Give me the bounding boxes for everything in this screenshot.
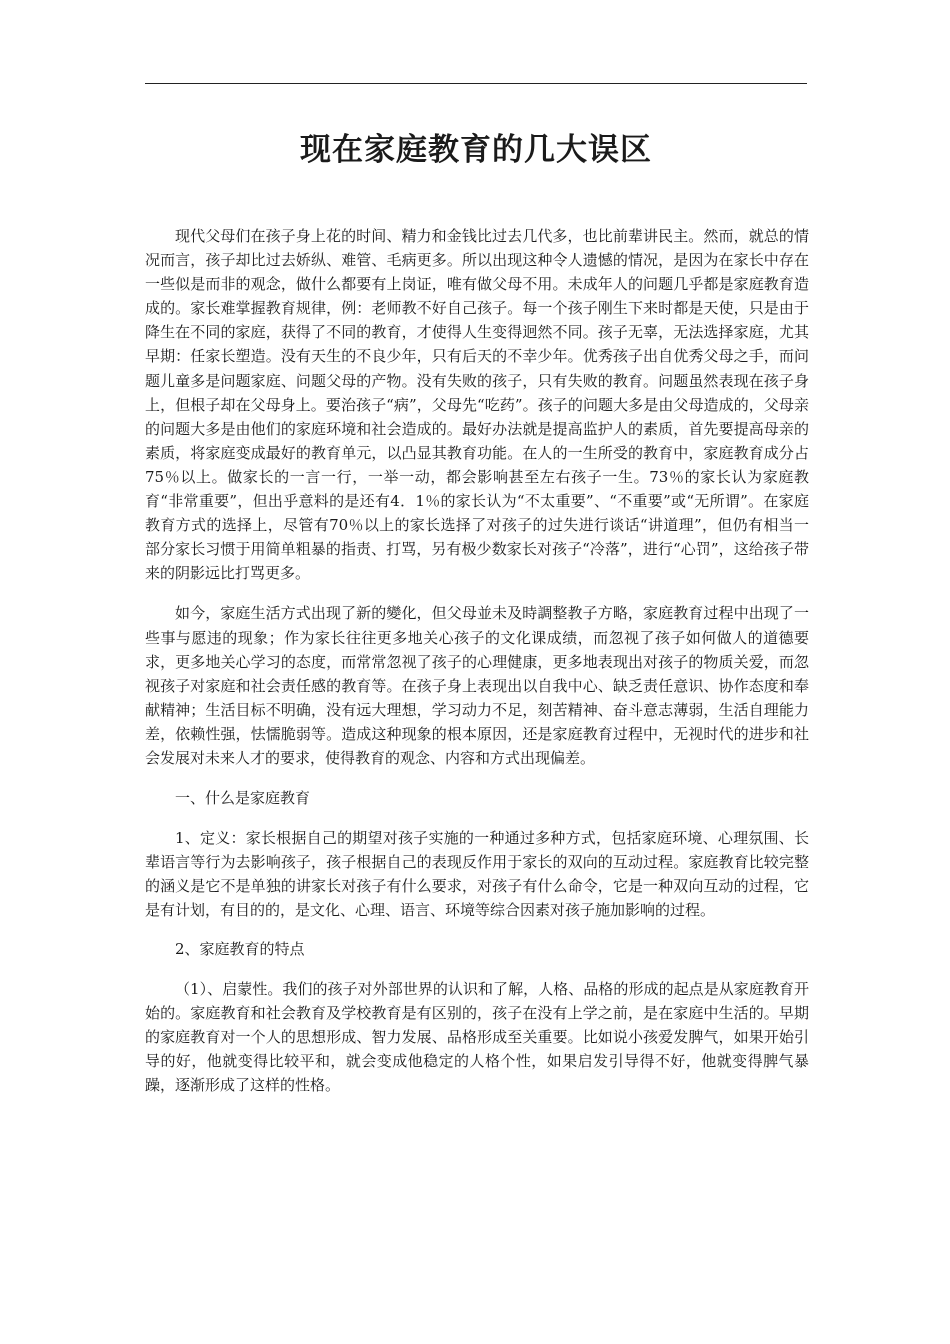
context-paragraph: 如今，家庭生活方式出现了新的變化，但父母並未及時調整教子方略，家庭教育过程中出现了一些事与愿违的现象；作为家长往往更多地关心孩子的文化课成绩，而忽视了孩子如何做人的道德要求，更多地关心学习的态度，而常常忽视了孩子的心理健康，更多地表现出对孩子的物质关爱，而忽视孩子对家庭和社会责任感的教育等。在孩子身上表现出以自我中心、缺乏责任意识、协作态度和奉献精神；生活目标不明确，没有远大理想，学习动力不足，刻苦精神、奋斗意志薄弱，生活自理能力差，依赖性强，怯懦脆弱等。造成这种现象的根本原因，还是家庭教育过程中，无视时代的进步和社会发展对未来人才的要求，使得教育的观念、内容和方式出现偏差。: [145, 604, 809, 767]
enlightenment-paragraph: （1）、启蒙性。我们的孩子对外部世界的认识和了解，人格、品格的形成的起点是从家庭教育开始的。家庭教育和社会教育及学校教育是有区别的，孩子在没有上学之前，是在家庭中生活的。早期的家庭教育对一个人的思想形成、智力发展、品格形成至关重要。比如说小孩爱发脾气，如果开始引导的好，他就变得比较平和，就会变成他稳定的人格个性，如果启发引导得不好，他就变得脾气暴躁，逐渐形成了这样的性格。: [145, 979, 809, 1094]
section-heading-characteristics: 2、家庭教育的特点: [175, 939, 305, 958]
definition-paragraph: 1、定义：家长根据自己的期望对孩子实施的一种通过多种方式，包括家庭环境、心理氛围、长辈语言等行为去影响孩子，孩子根据自己的表现反作用于家长的双向的互动过程。家庭教育比较完整的涵义是它不是单独的讲家长对孩子有什么要求，对孩子有什么命令，它是一种双向互动的过程，它是有计划，有目的的，是文化、心理、语言、环境等综合因素对孩子施加影响的过程。: [145, 829, 809, 920]
intro-paragraph: 现代父母们在孩子身上花的时间、精力和金钱比过去几代多，也比前辈讲民主。然而，就总的情况而言，孩子却比过去娇纵、难管、毛病更多。所以出现这种令人遗憾的情况，是因为在家长中存在一些似是而非的观念，做什么都要有上岗证，唯有做父母不用。未成年人的问题几乎都是家庭教育造成的。家长难掌握教育规律，例：老师教不好自己孩子。每一个孩子刚生下来时都是天使，只是由于降生在不同的家庭，获得了不同的教育，才使得人生变得迥然不同。孩子无辜，无法选择家庭，尤其早期：任家长塑造。没有天生的不良少年，只有后天的不幸少年。优秀孩子出自优秀父母之手，而问题儿童多是问题家庭、问题父母的产物。没有失败的孩子，只有失败的教育。问题虽然表现在孩子身上，但根子却在父母身上。要治孩子“病”，父母先“吃药”。孩子的问题大多是由父母造成的，父母亲的问题大多是由他们的家庭环境和社会造成的。最好办法就是提高监护人的素质，首先要提高母亲的素质，将家庭变成最好的教育单元，以凸显其教育功能。在人的一生所受的教育中，家庭教育成分占75％以上。做家长的一言一行，一举一动，都会影响甚至左右孩子一生。73％的家长认为家庭教育“非常重要”，但出乎意料的是还有4．1％的家长认为“不太重要”、“不重要”或“无所谓”。在家庭教育方式的选择上，尽管有70％以上的家长选择了对孩子的过失进行谈话“讲道理”，但仍有相当一部分家长习惯于用简单粗暴的指责、打骂，另有极少数家长对孩子“冷落”，进行“心罚”，这给孩子带来的阴影远比打骂更多。: [145, 227, 809, 583]
section-heading-what-is-family-education: 一、什么是家庭教育: [175, 789, 311, 808]
document-body: [145, 224, 809, 1097]
header-rule: [145, 83, 807, 84]
document-title: 现在家庭教育的几大误区: [300, 132, 652, 168]
